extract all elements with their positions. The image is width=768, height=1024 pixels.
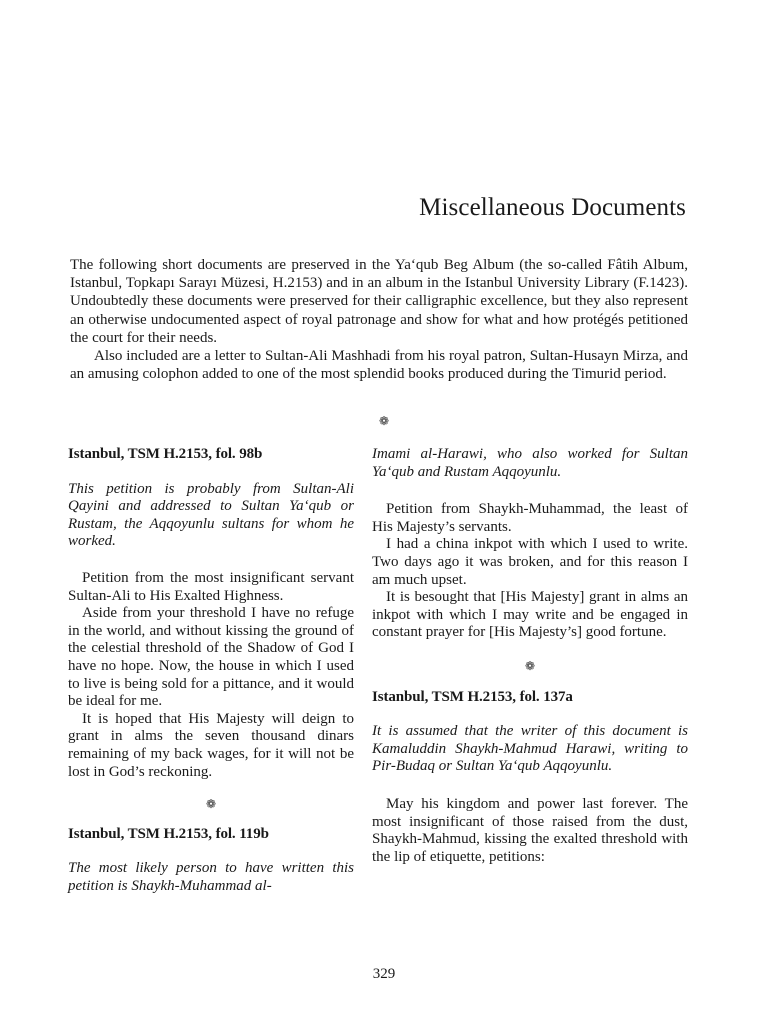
body-paragraph: May his kingdom and power last forever. The most insignificant of those raised from the dust, Shaykh-Mahmud, kissing the exalted threshold with the lip of etiquette, petitions: — [372, 795, 688, 865]
body-paragraph: Petition from the most insignificant servant Sultan-Ali to His Exalted Highness. — [68, 569, 354, 604]
intro-paragraph-2: Also included are a letter to Sultan-Ali Mashhadi from his royal patron, Sultan-Husayn Mirza, and an amusing colophon added to one of the most splendid books produced during the Timurid period. — [70, 348, 688, 383]
section-heading-fol-137a: Istanbul, TSM H.2153, fol. 137a — [372, 688, 573, 705]
page-title: Miscellaneous Documents — [419, 194, 686, 221]
section-note-fol-119b-continued: Imami al-Harawi, who also worked for Sultan Ya‘qub and Rustam Aqqoyunlu. — [372, 446, 688, 480]
body-paragraph: It is besought that [His Majesty] grant in alms an inkpot with which I may write and be engaged in constant prayer for [His Majesty’s] good fortune. — [372, 589, 688, 641]
body-paragraph: I had a china inkpot with which I used to write. Two days ago it was broken, and for this reason I am much upset. — [372, 536, 688, 588]
page-number: 329 — [372, 966, 396, 982]
left-column — [68, 444, 354, 895]
body-paragraph: It is hoped that His Majesty will deign to grant in alms the seven thousand dinars remaining of my back wages, for it will not be lost in God’s reckoning. — [68, 710, 354, 780]
section-note-fol-137a: It is assumed that the writer of this document is Kamaluddin Shaykh-Mahmud Harawi, writing to Pir-Budaq or Sultan Ya‘qub Aqqoyunlu. — [372, 723, 688, 775]
intro-section — [70, 256, 688, 383]
section-note-fol-119b: The most likely person to have written this petition is Shaykh-Muhammad al- — [68, 860, 354, 894]
ornament-divider-icon: ❁ — [524, 658, 536, 673]
ornament-divider-icon: ❁ — [378, 414, 390, 428]
section-heading-fol-98b: Istanbul, TSM H.2153, fol. 98b — [68, 446, 263, 462]
section-heading-fol-119b: Istanbul, TSM H.2153, fol. 119b — [68, 825, 269, 842]
right-column — [372, 444, 688, 866]
body-paragraph: Aside from your threshold I have no refuge in the world, and without kissing the ground of the celestial threshold of the Shadow of God I have no hope. Now, the house in which I used to live is being sold for a pittance, and it would be ideal for me. — [68, 605, 354, 710]
section-note-fol-98b: This petition is probably from Sultan-Ali Qayini and addressed to Sultan Ya‘qub or Rustam, the Aqqoyunlu sultans for whom he worked. — [68, 480, 354, 550]
intro-paragraph-1: The following short documents are preserved in the Ya‘qub Beg Album (the so-called Fâtih Album, Istanbul, Topkapı Sarayı Müzesi, H.2153) and in an album in the Istanbul University Library (F.1423). Undoubtedly these documents were preserved for their calligraphic excellence, but they also represent an otherwise undocumented aspect of royal patronage and show for what and how protégés petitioned the court for their needs. — [70, 257, 688, 346]
ornament-divider-icon: ❁ — [205, 797, 217, 812]
body-paragraph: Petition from Shaykh-Muhammad, the least of His Majesty’s servants. — [372, 501, 688, 535]
